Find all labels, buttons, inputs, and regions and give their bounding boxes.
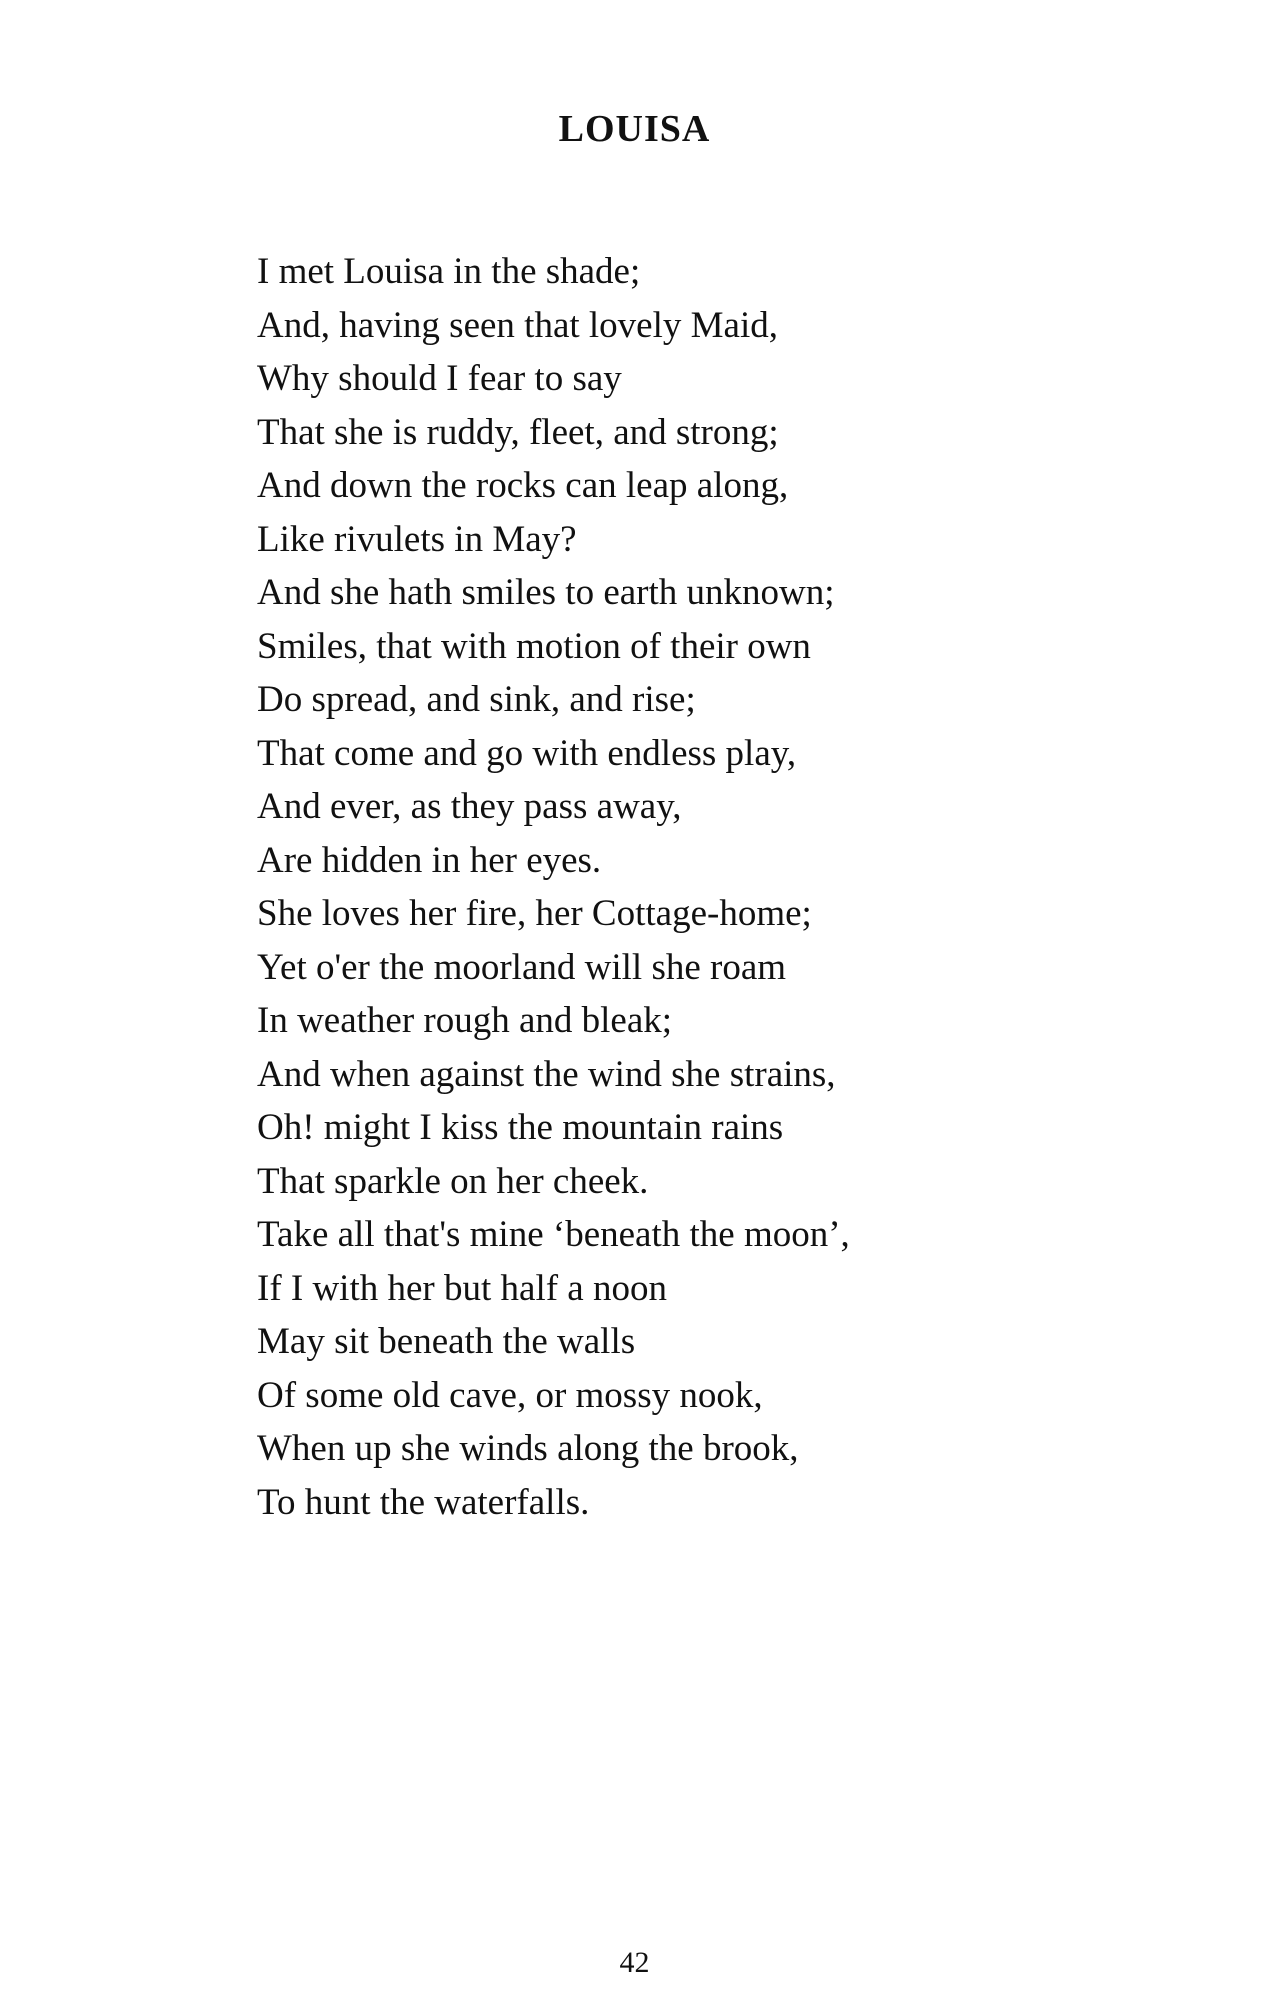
poem-line: In weather rough and bleak; bbox=[257, 1000, 673, 1041]
poem-line: She loves her fire, her Cottage-home; bbox=[257, 893, 812, 934]
poem-line: Of some old cave, or mossy nook, bbox=[257, 1374, 763, 1416]
poem-line: Smiles, that with motion of their own bbox=[257, 625, 811, 667]
poem-line: Why should I fear to say bbox=[257, 358, 622, 399]
poem-line: May sit beneath the walls bbox=[257, 1321, 636, 1362]
poem-title: LOUISA bbox=[558, 108, 711, 150]
poem-line: To hunt the waterfalls. bbox=[257, 1481, 590, 1523]
poem-body bbox=[257, 245, 850, 1529]
poem-line: Oh! might I kiss the mountain rains bbox=[257, 1107, 784, 1148]
poem-line: That she is ruddy, fleet, and strong; bbox=[257, 411, 779, 453]
poem-line: And when against the wind she strains, bbox=[257, 1053, 836, 1095]
poem-line: And ever, as they pass away, bbox=[257, 786, 682, 827]
poem-line: That come and go with endless play, bbox=[257, 732, 797, 774]
poem-line: Are hidden in her eyes. bbox=[257, 839, 602, 881]
poem-line: That sparkle on her cheek. bbox=[257, 1160, 649, 1202]
poem-line: And down the rocks can leap along, bbox=[257, 465, 789, 506]
page-number: 42 bbox=[619, 1946, 650, 1979]
poem-line: And, having seen that lovely Maid, bbox=[257, 304, 778, 346]
poem-line: I met Louisa in the shade; bbox=[257, 251, 641, 292]
poem-line: Yet o'er the moorland will she roam bbox=[257, 946, 787, 988]
poem-line: When up she winds along the brook, bbox=[257, 1428, 799, 1469]
poem-line: If I with her but half a noon bbox=[257, 1267, 667, 1309]
poem-line: Like rivulets in May? bbox=[257, 518, 577, 560]
poem-line: Take all that's mine ‘beneath the moon’, bbox=[257, 1214, 850, 1255]
poem-line: And she hath smiles to earth unknown; bbox=[257, 572, 835, 613]
poem-line: Do spread, and sink, and rise; bbox=[257, 679, 696, 720]
